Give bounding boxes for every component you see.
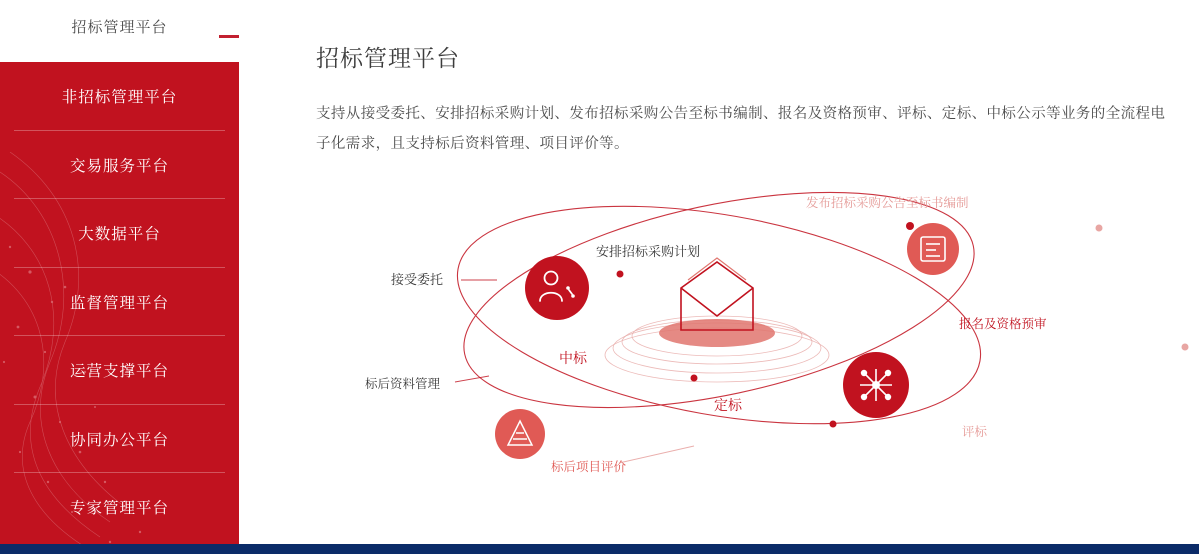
page-description: 支持从接受委托、安排招标采购计划、发布招标采购公告至标书编制、报名及资格预审、评标、定标、中标公示等业务的全流程电子化需求，且支持标后资料管理、项目评价等。 [316, 106, 1166, 152]
label-post-bid-evaluation: 标后项目评价 [551, 460, 627, 474]
sidebar-item-4[interactable] [0, 336, 239, 405]
sidebar-item-label: 交易服务平台 [69, 157, 169, 175]
sidebar-item-label: 专家管理平台 [69, 500, 169, 518]
sidebar-item-label: 运营支撑平台 [69, 363, 169, 381]
sidebar-item-3[interactable] [0, 268, 239, 337]
label-accept-entrust: 接受委托 [391, 272, 444, 287]
top-tab-zhaobiao[interactable]: 招标管理平台 [71, 19, 168, 36]
sidebar-item-6[interactable] [0, 473, 239, 542]
label-post-bid-material: 标后资料管理 [365, 377, 441, 391]
sidebar-item-2[interactable] [0, 199, 239, 268]
label-arrange-plan: 安排招标采购计划 [596, 244, 701, 259]
sidebar-item-5[interactable] [0, 405, 239, 474]
page-title: 招标管理平台 [316, 45, 460, 71]
label-bid-evaluation: 评标 [962, 425, 988, 439]
sidebar-item-1[interactable] [0, 131, 239, 200]
bottom-bar [0, 544, 1199, 554]
node-person[interactable] [525, 256, 589, 320]
sidebar-item-label: 协同办公平台 [69, 431, 169, 449]
node-document[interactable] [907, 223, 959, 275]
label-publish-notice: 发布招标采购公告至标书编制 [806, 196, 969, 210]
center-platform [605, 316, 829, 382]
sidebar-item-label: 大数据平台 [78, 226, 161, 244]
sidebar-item-label: 监督管理平台 [69, 294, 169, 312]
label-award-decision: 定标 [714, 397, 742, 413]
label-registration-prequalification: 报名及资格预审 [959, 317, 1047, 331]
sidebar-item-label: 非招标管理平台 [61, 89, 178, 107]
label-win-bid: 中标 [559, 350, 587, 366]
process-diagram [239, 170, 1199, 515]
node-network[interactable] [843, 352, 909, 418]
sidebar [0, 62, 239, 544]
sidebar-item-0[interactable] [0, 62, 239, 131]
node-archive[interactable] [495, 409, 545, 459]
